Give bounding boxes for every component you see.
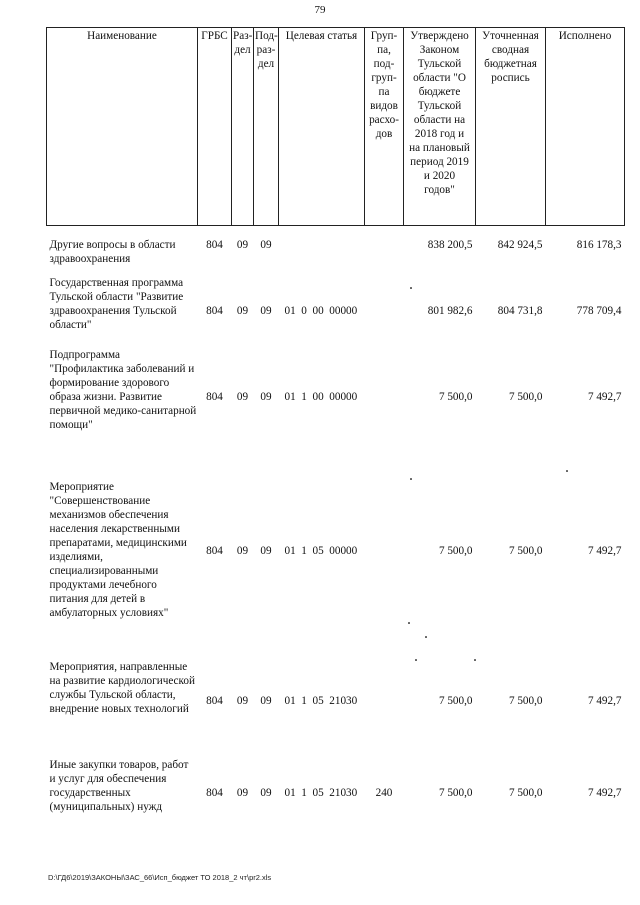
row-target xyxy=(279,226,365,270)
row-approved: 838 200,5 xyxy=(427,239,473,251)
row-executed: 7 492,7 xyxy=(587,390,622,403)
row-vid xyxy=(365,226,404,270)
row-grbs: 804 xyxy=(206,239,223,251)
row-approved: 7 500,0 xyxy=(438,390,473,403)
row-approved: 7 500,0 xyxy=(438,544,473,557)
scan-speck xyxy=(474,659,476,661)
row-executed: 7 492,7 xyxy=(587,786,622,799)
row-refined: 7 500,0 xyxy=(508,694,543,707)
header-name: Наименование xyxy=(47,28,198,226)
row-vid xyxy=(365,348,404,480)
row-razdel: 09 xyxy=(236,544,249,557)
table-row xyxy=(47,660,625,758)
row-executed: 816 178,3 xyxy=(576,239,622,251)
header-executed: Исполнено xyxy=(546,28,625,226)
row-refined: 7 500,0 xyxy=(508,786,543,799)
table-row xyxy=(47,226,625,270)
row-grbs: 804 xyxy=(206,786,223,799)
row-podrazdel: 09 xyxy=(260,544,272,557)
scan-speck xyxy=(408,622,410,624)
row-razdel: 09 xyxy=(236,786,249,799)
row-vid xyxy=(365,270,404,348)
file-path-footer: D:\ГД6\2019\ЗАКОНЫ\ЗАС_66\Исп_бюджет ТО 2018_2 чт\pr2.xls xyxy=(48,873,272,882)
row-name: Подпрограмма "Профилактика заболеваний и формирование здорового образа жизни. Развитие первичной медико-санитарной помощи" xyxy=(49,348,197,431)
header-podrazdel: Под- раз- дел xyxy=(254,28,279,226)
scan-speck xyxy=(410,287,412,289)
row-name: Иные закупки товаров, работ и услуг для обеспечения государственных (муниципальных) нужд xyxy=(49,758,189,813)
page-number: 79 xyxy=(314,4,326,16)
scan-speck xyxy=(566,470,568,472)
table-row xyxy=(47,270,625,348)
row-podrazdel: 09 xyxy=(260,694,272,707)
row-podrazdel: 09 xyxy=(260,239,272,251)
row-vid xyxy=(365,480,404,660)
row-target: 01 1 05 21030 xyxy=(284,786,358,799)
row-razdel: 09 xyxy=(236,390,249,403)
table-row xyxy=(47,480,625,660)
header-razdel: Раз- дел xyxy=(232,28,254,226)
row-podrazdel: 09 xyxy=(260,304,272,317)
row-refined: 842 924,5 xyxy=(497,239,543,251)
row-approved: 7 500,0 xyxy=(438,786,473,799)
row-grbs: 804 xyxy=(206,694,223,707)
row-vid xyxy=(365,660,404,758)
row-approved: 7 500,0 xyxy=(438,694,473,707)
row-refined: 7 500,0 xyxy=(508,390,543,403)
table-row xyxy=(47,758,625,848)
row-executed: 7 492,7 xyxy=(587,694,622,707)
row-executed: 7 492,7 xyxy=(587,544,622,557)
row-grbs: 804 xyxy=(206,390,223,403)
scan-speck xyxy=(415,659,417,661)
row-grbs: 804 xyxy=(206,304,223,317)
table-header-row xyxy=(47,28,625,226)
row-razdel: 09 xyxy=(236,304,249,317)
table-row xyxy=(47,348,625,480)
row-razdel: 09 xyxy=(236,239,249,251)
row-podrazdel: 09 xyxy=(260,390,272,403)
header-grbs: ГРБС xyxy=(198,28,232,226)
header-vid: Груп- па, под- груп- па видов расхо- дов xyxy=(365,28,404,226)
row-approved: 801 982,6 xyxy=(427,304,473,317)
row-target: 01 0 00 00000 xyxy=(284,304,358,317)
row-grbs: 804 xyxy=(206,544,223,557)
header-refined: Уточненная сводная бюджетная роспись xyxy=(476,28,546,226)
row-name: Мероприятия, направленные на развитие кардиологической службы Тульской области, внедрение новых технологий xyxy=(49,660,195,715)
header-target: Целевая статья xyxy=(279,28,365,226)
row-podrazdel: 09 xyxy=(260,786,272,799)
row-razdel: 09 xyxy=(236,694,249,707)
budget-table xyxy=(46,27,625,848)
row-vid: 240 xyxy=(375,786,393,799)
row-name: Мероприятие "Совершенствование механизмов обеспечения населения лекарственными препаратами, медицинскими изделиями, специализированными продуктами лечебного питания для детей в амбулаторных условиях" xyxy=(49,480,187,619)
row-name: Государственная программа Тульской области "Развитие здравоохранения Тульской области" xyxy=(49,276,184,331)
scan-speck xyxy=(410,478,412,480)
row-name: Другие вопросы в области здравоохранения xyxy=(49,239,176,265)
row-refined: 804 731,8 xyxy=(497,304,543,317)
row-target: 01 1 05 00000 xyxy=(284,544,358,557)
row-target: 01 1 00 00000 xyxy=(284,390,358,403)
header-approved: Утверждено Законом Тульской области "О бюджете Тульской области на 2018 год и на плановый период 2019 и 2020 годов" xyxy=(404,28,476,226)
row-executed: 778 709,4 xyxy=(576,304,622,317)
row-target: 01 1 05 21030 xyxy=(284,694,358,707)
scan-speck xyxy=(425,636,427,638)
row-refined: 7 500,0 xyxy=(508,544,543,557)
